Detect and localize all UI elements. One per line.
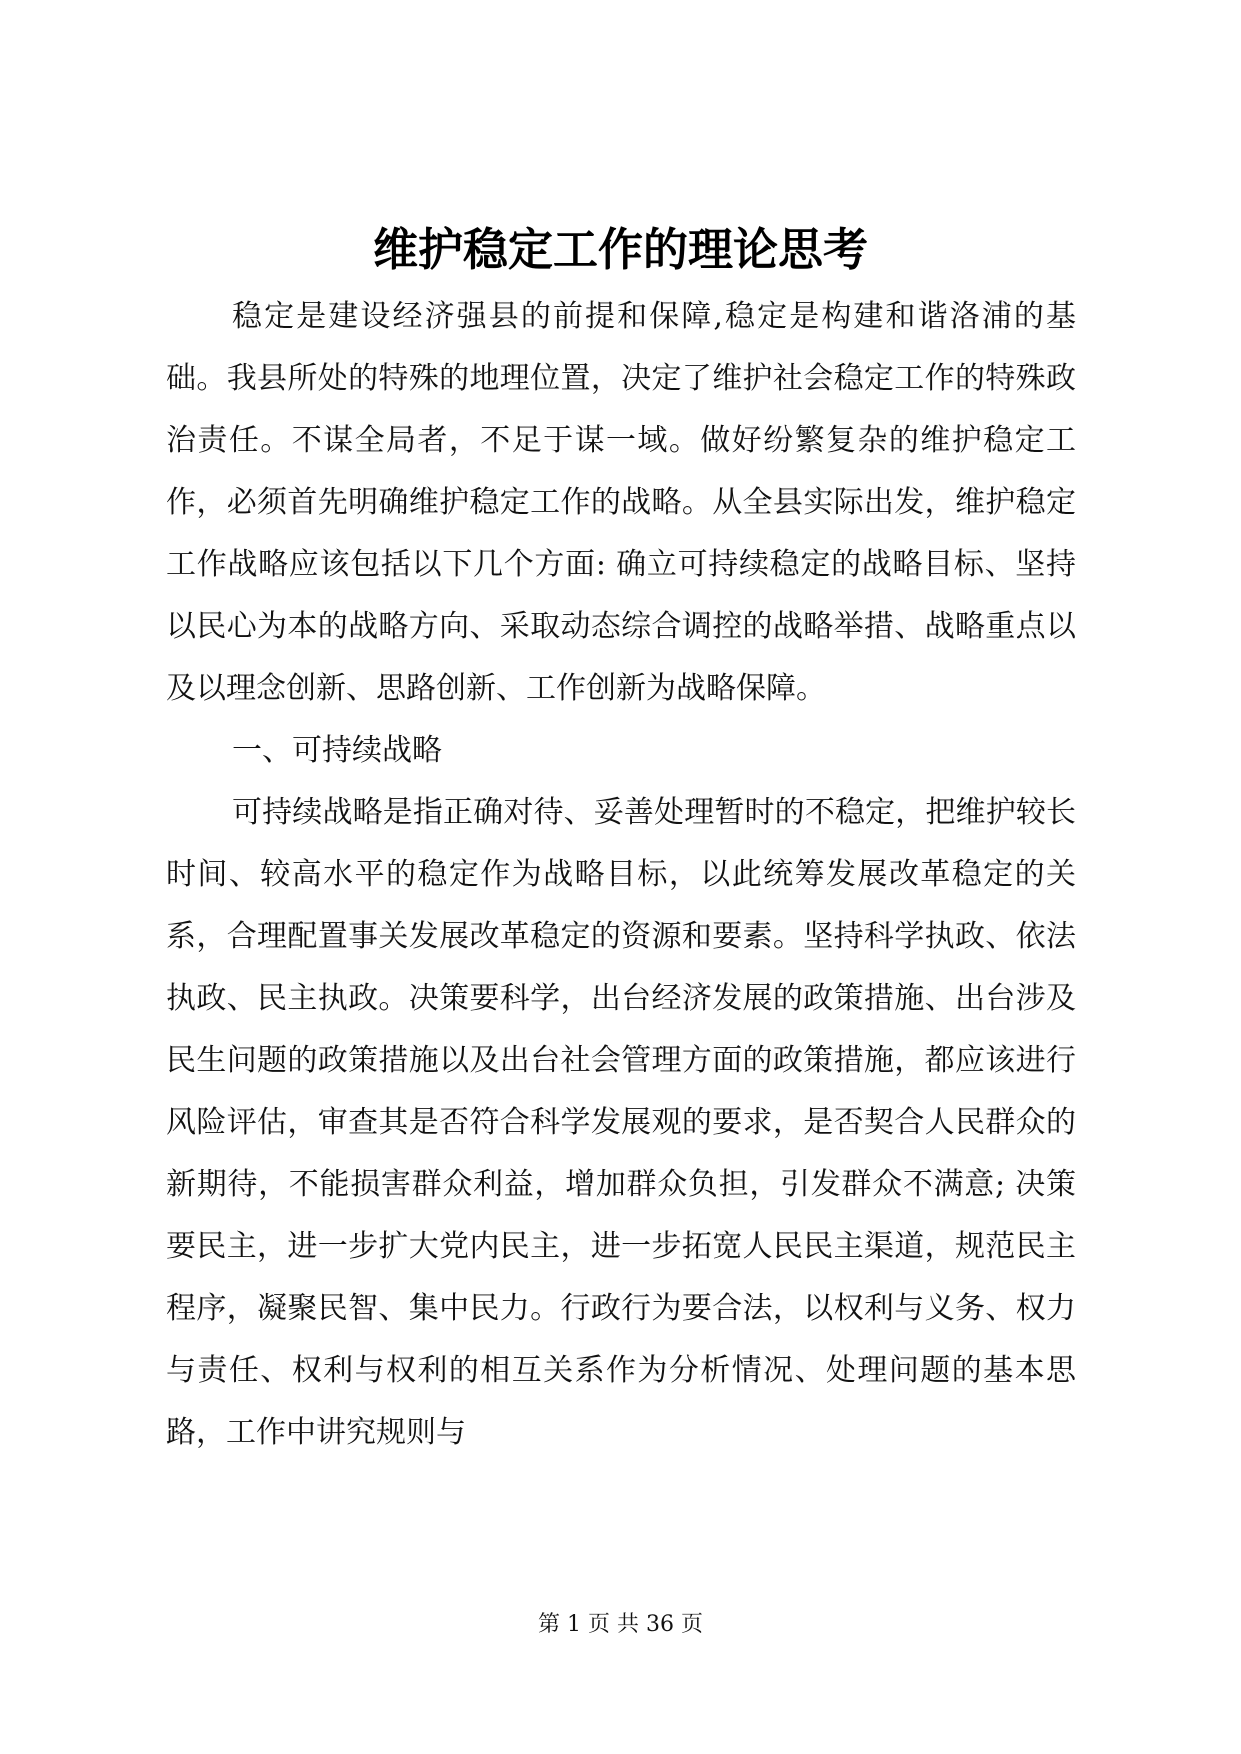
document-body [166,286,1076,1464]
section-paragraph: 可持续战略是指正确对待、妥善处理暂时的不稳定，把维护较长时间、较高水平的稳定作为战略目标，以此统筹发展改革稳定的关系，合理配置事关发展改革稳定的资源和要素。坚持科学执政、依法执政、民主执政。决策要科学，出台经济发展的政策措施、出台涉及民生问题的政策措施以及出台社会管理方面的政策措施，都应该进行风险评估，审查其是否符合科学发展观的要求，是否契合人民群众的新期待，不能损害群众利益，增加群众负担，引发群众不满意; 决策要民主，进一步扩大党内民主，进一步拓宽人民民主渠道，规范民主程序，凝聚民智、集中民力。行政行为要合法，以权利与义务、权力与责任、权利与权利的相互关系作为分析情况、处理问题的基本思路，工作中讲究规则与 [166,795,1076,1450]
section-heading: 一、可持续战略 [232,733,442,768]
page-footer: 第 1 页 共 36 页 [538,1612,703,1637]
document-title: 维护稳定工作的理论思考 [372,223,868,276]
intro-paragraph: 稳定是建设经济强县的前提和保障,稳定是构建和谐洛浦的基础。我县所处的特殊的地理位置，决定了维护社会稳定工作的特殊政治责任。不谋全局者，不足于谋一域。做好纷繁复杂的维护稳定工作，必须首先明确维护稳定工作的战略。从全县实际出发，维护稳定工作战略应该包括以下几个方面: 确立可持续稳定的战略目标、坚持以民心为本的战略方向、采取动态综合调控的战略举措、战略重点以及以理念创新、思路创新、工作创新为战略保障。 [166,299,1076,706]
